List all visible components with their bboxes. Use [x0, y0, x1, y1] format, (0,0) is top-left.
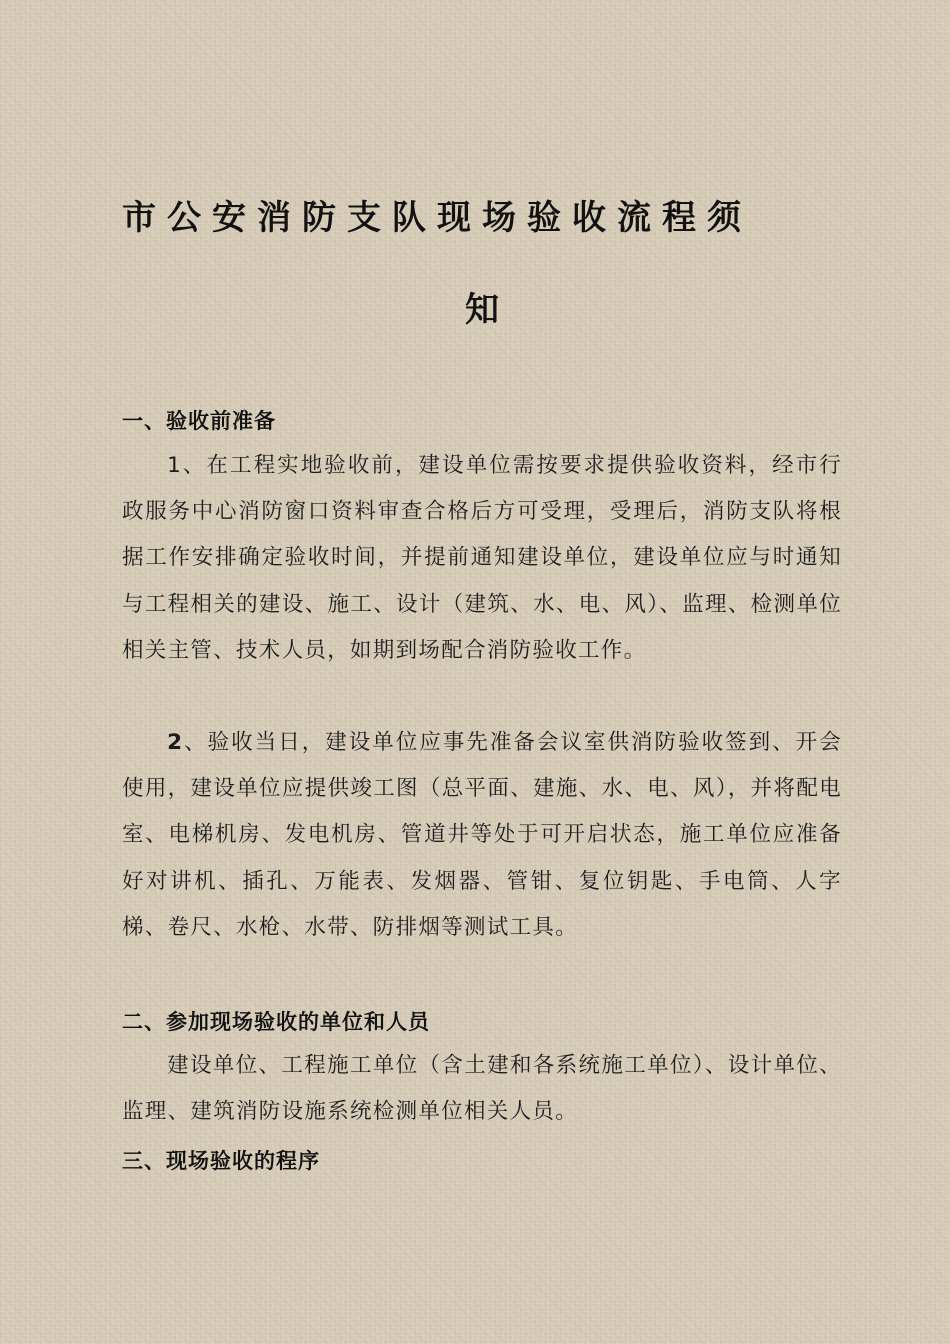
paragraph-number: 2: [167, 730, 184, 755]
paragraph-number: 1: [167, 453, 183, 478]
paragraph-text: 、在工程实地验收前，建设单位需按要求提供验收资料，经市行政服务中心消防窗口资料审查合格后方可受理，受理后，消防支队将根据工作安排确定验收时间，并提前通知建设单位，建设单位应与时通知与工程相关的建设、施工、设计（建筑、水、电、风）、监理、检测单位相关主管、技术人员，如期到场配合消防验收工作。: [122, 453, 842, 663]
document-title-line-1: 市公安消防支队现场验收流程须: [122, 198, 752, 238]
paragraph-text: 、验收当日，建设单位应事先准备会议室供消防验收签到、开会使用，建设单位应提供竣工图（总平面、建施、水、电、风），并将配电室、电梯机房、发电机房、管道井等处于可开启状态，施工单位应准备好对讲机、插孔、万能表、发烟器、管钳、复位钥匙、手电筒、人字梯、卷尺、水枪、水带、防排烟等测试工具。: [122, 730, 842, 940]
section-heading-preparation: 一、验收前准备: [122, 409, 276, 433]
paragraph-participants: 建设单位、工程施工单位（含土建和各系统施工单位）、设计单位、监理、建筑消防设施系统检测单位相关人员。: [122, 1053, 842, 1125]
paragraph-preparation-2: [122, 720, 842, 951]
document-title-line-2: 知: [465, 290, 499, 330]
paragraph-preparation-1: [122, 443, 842, 674]
section-heading-procedure: 三、现场验收的程序: [122, 1149, 320, 1173]
section-heading-participants: 二、参加现场验收的单位和人员: [122, 1010, 430, 1034]
